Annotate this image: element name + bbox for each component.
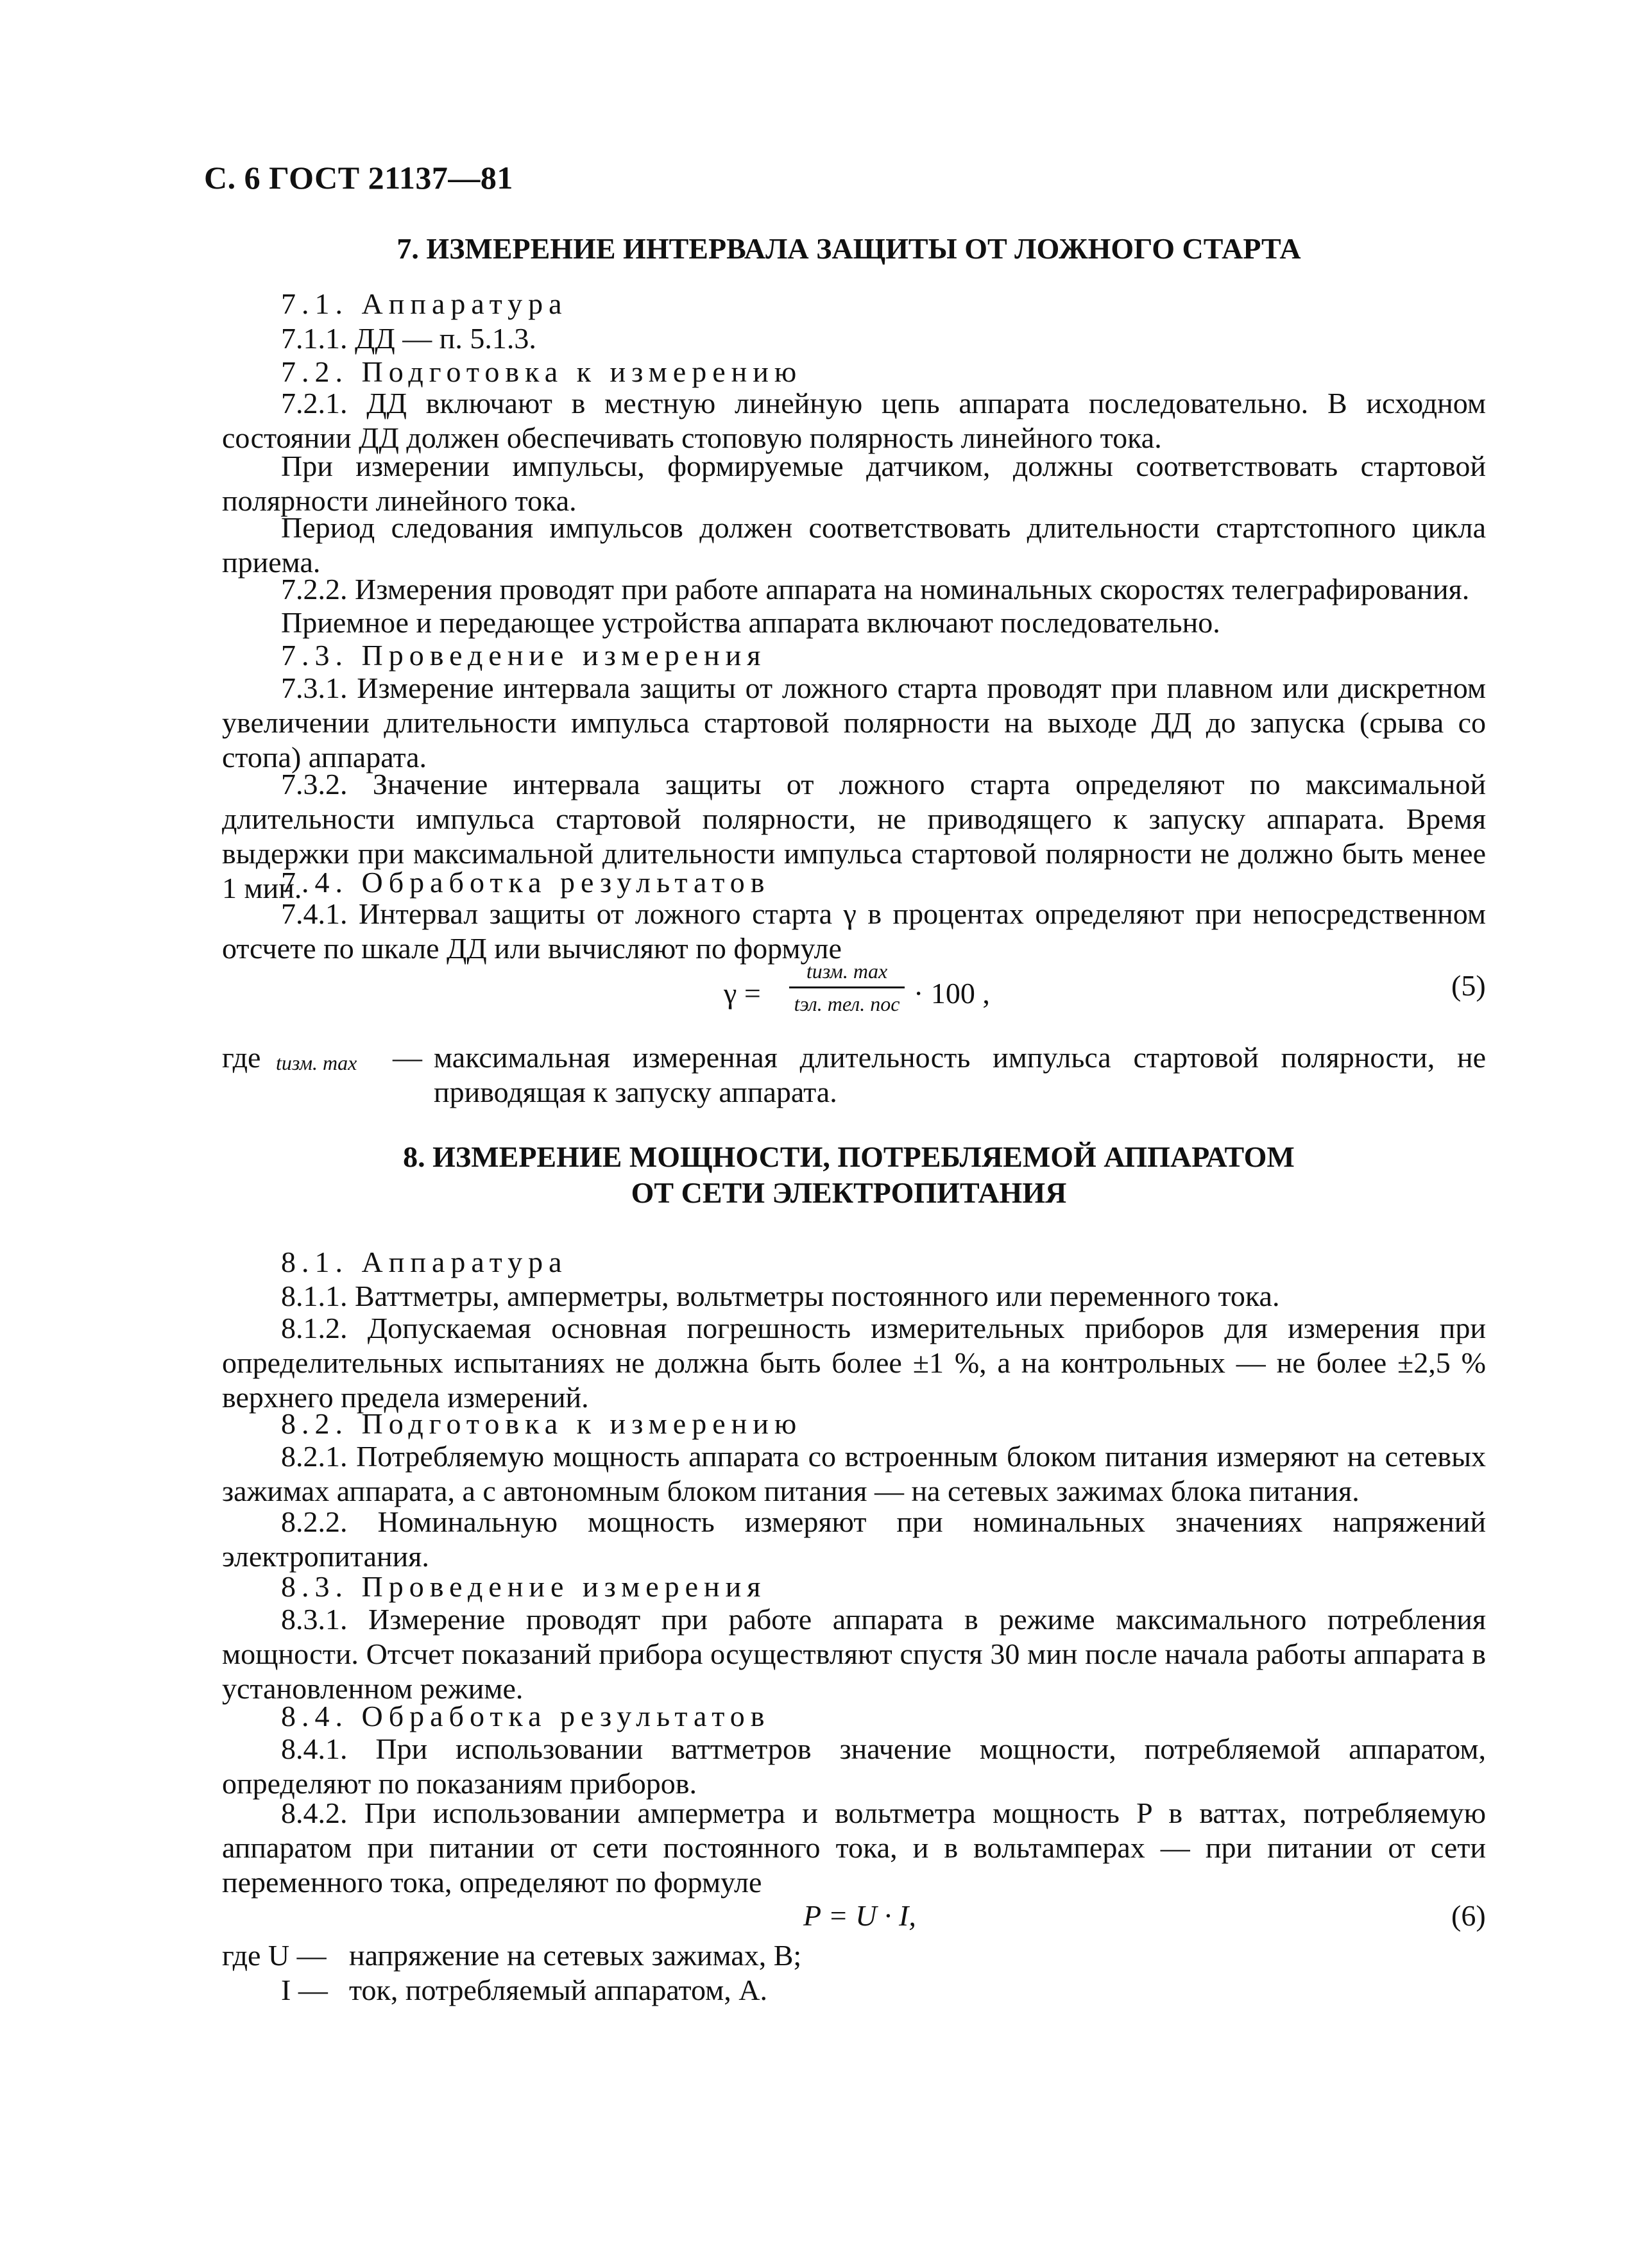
clause-8-3-1: 8.3.1. Измерение проводят при работе аппарата в режиме максимального потребления мощности. Отсчет показаний прибора осуществляют спустя 30 мин после начала работы аппарата в установленном режиме. [222, 1603, 1486, 1705]
subsection-8-4: 8.4. Обработка результатов [281, 1700, 771, 1732]
formula-5-number: (5) [1451, 969, 1486, 1002]
clause-7-2-1-para2: При измерении импульсы, формируемые датчиком, должны соответствовать стартовой полярности линейного тока. [222, 450, 1486, 517]
formula-5-denominator: tэл. тел. пос [794, 992, 900, 1015]
subsection-7-1: 7.1. Аппаратура [281, 287, 568, 320]
clause-8-2-2: 8.2.2. Номинальную мощность измеряют при номинальных значениях напряжений электропитания. [222, 1505, 1486, 1573]
clause-8-1-1: 8.1.1. Ваттметры, амперметры, вольтметры постоянного или переменного тока. [281, 1280, 1280, 1312]
where-i-text: ток, потребляемый аппаратом, А. [349, 1974, 767, 2006]
section-8-title-line1: 8. ИЗМЕРЕНИЕ МОЩНОСТИ, ПОТРЕБЛЯЕМОЙ АППАРАТОМ [403, 1140, 1295, 1173]
formula-5-fraction [789, 958, 905, 1017]
where-label: где [222, 1041, 261, 1074]
subsection-7-3: 7.3. Проведение измерения [281, 639, 767, 672]
clause-7-2-1-para3: Период следования импульсов должен соответствовать длительности стартстопного цикла приема. [222, 511, 1486, 579]
subsection-7-2: 7.2. Подготовка к измерению [281, 355, 803, 388]
formula-5-rhs: · 100 , [914, 977, 990, 1010]
where-symbol: tизм. max [276, 1051, 357, 1074]
clause-8-1-2: 8.1.2. Допускаемая основная погрешность измерительных приборов для измерения при определительных испытаниях не должна быть более ±1 %, а на контрольных — не более ±2,5 % верхнего предела измерений. [222, 1312, 1486, 1414]
section-8-title-line2: ОТ СЕТИ ЭЛЕКТРОПИТАНИЯ [631, 1176, 1067, 1209]
where-u-label: где U — [222, 1939, 327, 1972]
clause-7-3-1: 7.3.1. Измерение интервала защиты от ложного старта проводят при плавном или дискретном увеличении длительности импульса стартовой полярности на выходе ДД до запуска (срыва со стопа) аппарата. [222, 672, 1486, 774]
where-description: максимальная измеренная длительность импульса стартовой полярности, не приводящая к запуску аппарата. [434, 1041, 1486, 1108]
where-dash: — [393, 1041, 422, 1074]
clause-7-3-2: 7.3.2. Значение интервала защиты от ложного старта определяют по максимальной длительности импульса стартовой полярности, не приводящего к запуску аппарата. Время выдержки при максимальной длительности импульса стартовой полярности не должно быть менее 1 мин. [222, 768, 1486, 904]
clause-7-4-1: 7.4.1. Интервал защиты от ложного старта γ в процентах определяют при непосредственном отсчете по шкале ДД или вычисляют по формуле [222, 897, 1486, 965]
clause-8-2-1: 8.2.1. Потребляемую мощность аппарата со встроенным блоком питания измеряют на сетевых зажимах аппарата, а с автономным блоком питания — на сетевых зажимах блока питания. [222, 1440, 1486, 1507]
running-header: С. 6 ГОСТ 21137—81 [204, 160, 513, 196]
clause-7-1-1: 7.1.1. ДД — п. 5.1.3. [281, 322, 536, 355]
clause-7-2-2-para2: Приемное и передающее устройства аппарата включают последовательно. [281, 606, 1220, 639]
subsection-8-1: 8.1. Аппаратура [281, 1246, 568, 1278]
formula-6-number: (6) [1451, 1899, 1486, 1932]
formula-5-lhs: γ = [724, 977, 761, 1010]
clause-8-4-2: 8.4.2. При использовании амперметра и вольтметра мощность P в ваттах, потребляемую аппаратом при питании от сети постоянного тока, и в вольтамперах — при питании от сети переменного тока, определяют по формуле [222, 1797, 1486, 1899]
clause-7-2-2: 7.2.2. Измерения проводят при работе аппарата на номинальных скоростях телеграфирования. [281, 573, 1470, 605]
subsection-7-4: 7.4. Обработка результатов [281, 866, 771, 899]
where-u-text: напряжение на сетевых зажимах, В; [349, 1939, 802, 1972]
where-i-label: I — [281, 1974, 328, 2006]
fraction-bar [789, 986, 905, 988]
clause-8-4-1: 8.4.1. При использовании ваттметров значение мощности, потребляемой аппаратом, определяют по показаниям приборов. [222, 1732, 1486, 1800]
subsection-8-3: 8.3. Проведение измерения [281, 1570, 767, 1603]
section-7-title: 7. ИЗМЕРЕНИЕ ИНТЕРВАЛА ЗАЩИТЫ ОТ ЛОЖНОГО СТАРТА [397, 232, 1301, 265]
clause-7-2-1: 7.2.1. ДД включают в местную линейную цепь аппарата последовательно. В исходном состоянии ДД должен обеспечивать стоповую полярность линейного тока. [222, 387, 1486, 454]
subsection-8-2: 8.2. Подготовка к измерению [281, 1407, 803, 1440]
formula-6-expression: P = U · I, [803, 1899, 916, 1932]
formula-5-numerator: tизм. max [806, 960, 888, 983]
